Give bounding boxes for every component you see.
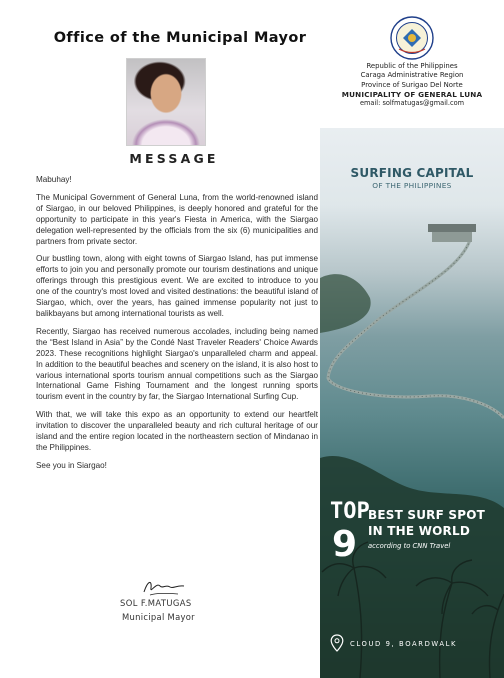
location-pin-icon: [330, 634, 344, 652]
poster-subheading: OF THE PHILIPPINES: [372, 181, 452, 190]
municipality-name: MUNICIPALITY OF GENERAL LUNA: [341, 89, 483, 99]
page-title: Office of the Municipal Mayor: [53, 30, 307, 46]
office-email: email: solfmatugas@gmail.com: [359, 99, 465, 108]
signatory-title: Municipal Mayor: [122, 612, 195, 622]
location-label: CLOUD 9, BOARDWALK: [350, 640, 458, 648]
municipal-seal-icon: [390, 16, 434, 60]
tourism-poster: [320, 128, 504, 678]
badge-line: IN THE WORLD: [368, 524, 470, 538]
badge-line: BEST SURF SPOT: [368, 508, 485, 522]
badge-source: according to CNN Travel: [368, 542, 451, 550]
office-line: Republic of the Philippines: [366, 62, 458, 70]
poster-heading: SURFING CAPITAL: [350, 166, 474, 180]
letter-paragraph: Our bustling town, along with eight towns of Siargao Island, has put immense efforts to join you and personally promote our tourism destinations and unique offerings through this prestigious event. We are excited to introduce to you one of the country's most loved and visited destinations: the beautiful island of Siargao, which, over the years, has gained immense popularity not just to balikbayans but among international tourists as well.: [36, 254, 318, 318]
letter-paragraph: The Municipal Government of General Luna, from the world-renowned island of Siargao, in our beloved Philippines, is deeply honored and grateful for the opportunity to participate in this year's Fiesta in America, with the Siargao delegation well-represented by the officials from the six (6) municipalities and partners from private sector.: [36, 192, 318, 246]
office-line: Province of Surigao Del Norte: [361, 80, 463, 89]
letter-paragraph: Recently, Siargao has received numerous accolades, including being named the “Best Island in Asia” by the Condé Nast Traveler Readers' Choice Awards 2023. These recognitions highlight Siargao's unparalleled charm and appeal. In addition to the beautiful beaches and scenery on the island, it is also host to various international sports tourism annual competitions such as the Siargao International Game Fishing Tournament and the longest running sports tourism event in the country by far, the Siargao International Surfing Cup.: [36, 326, 318, 402]
boardwalk-illustration: [320, 128, 504, 678]
message-heading: MESSAGE: [129, 151, 219, 166]
badge-rank: 9: [332, 524, 358, 565]
letter-body: [36, 175, 318, 479]
mayor-portrait: [126, 58, 206, 146]
signatory-name: SOL F.MATUGAS: [120, 598, 192, 608]
office-line: Caraga Administrative Region: [360, 71, 464, 80]
letter-closing: See you in Siargao!: [36, 460, 107, 470]
badge-top: TOP: [330, 499, 370, 524]
letter-greeting: Mabuhay!: [36, 175, 72, 184]
signature-mark: [140, 576, 190, 598]
letter-paragraph: With that, we will take this expo as an opportunity to extend our heartfelt invitation to discover the unparalleled beauty and rich cultural heritage of our island and the entire region located in the northeastern section of Mindanao in the Philippines.: [36, 410, 318, 452]
office-info: [330, 62, 494, 108]
